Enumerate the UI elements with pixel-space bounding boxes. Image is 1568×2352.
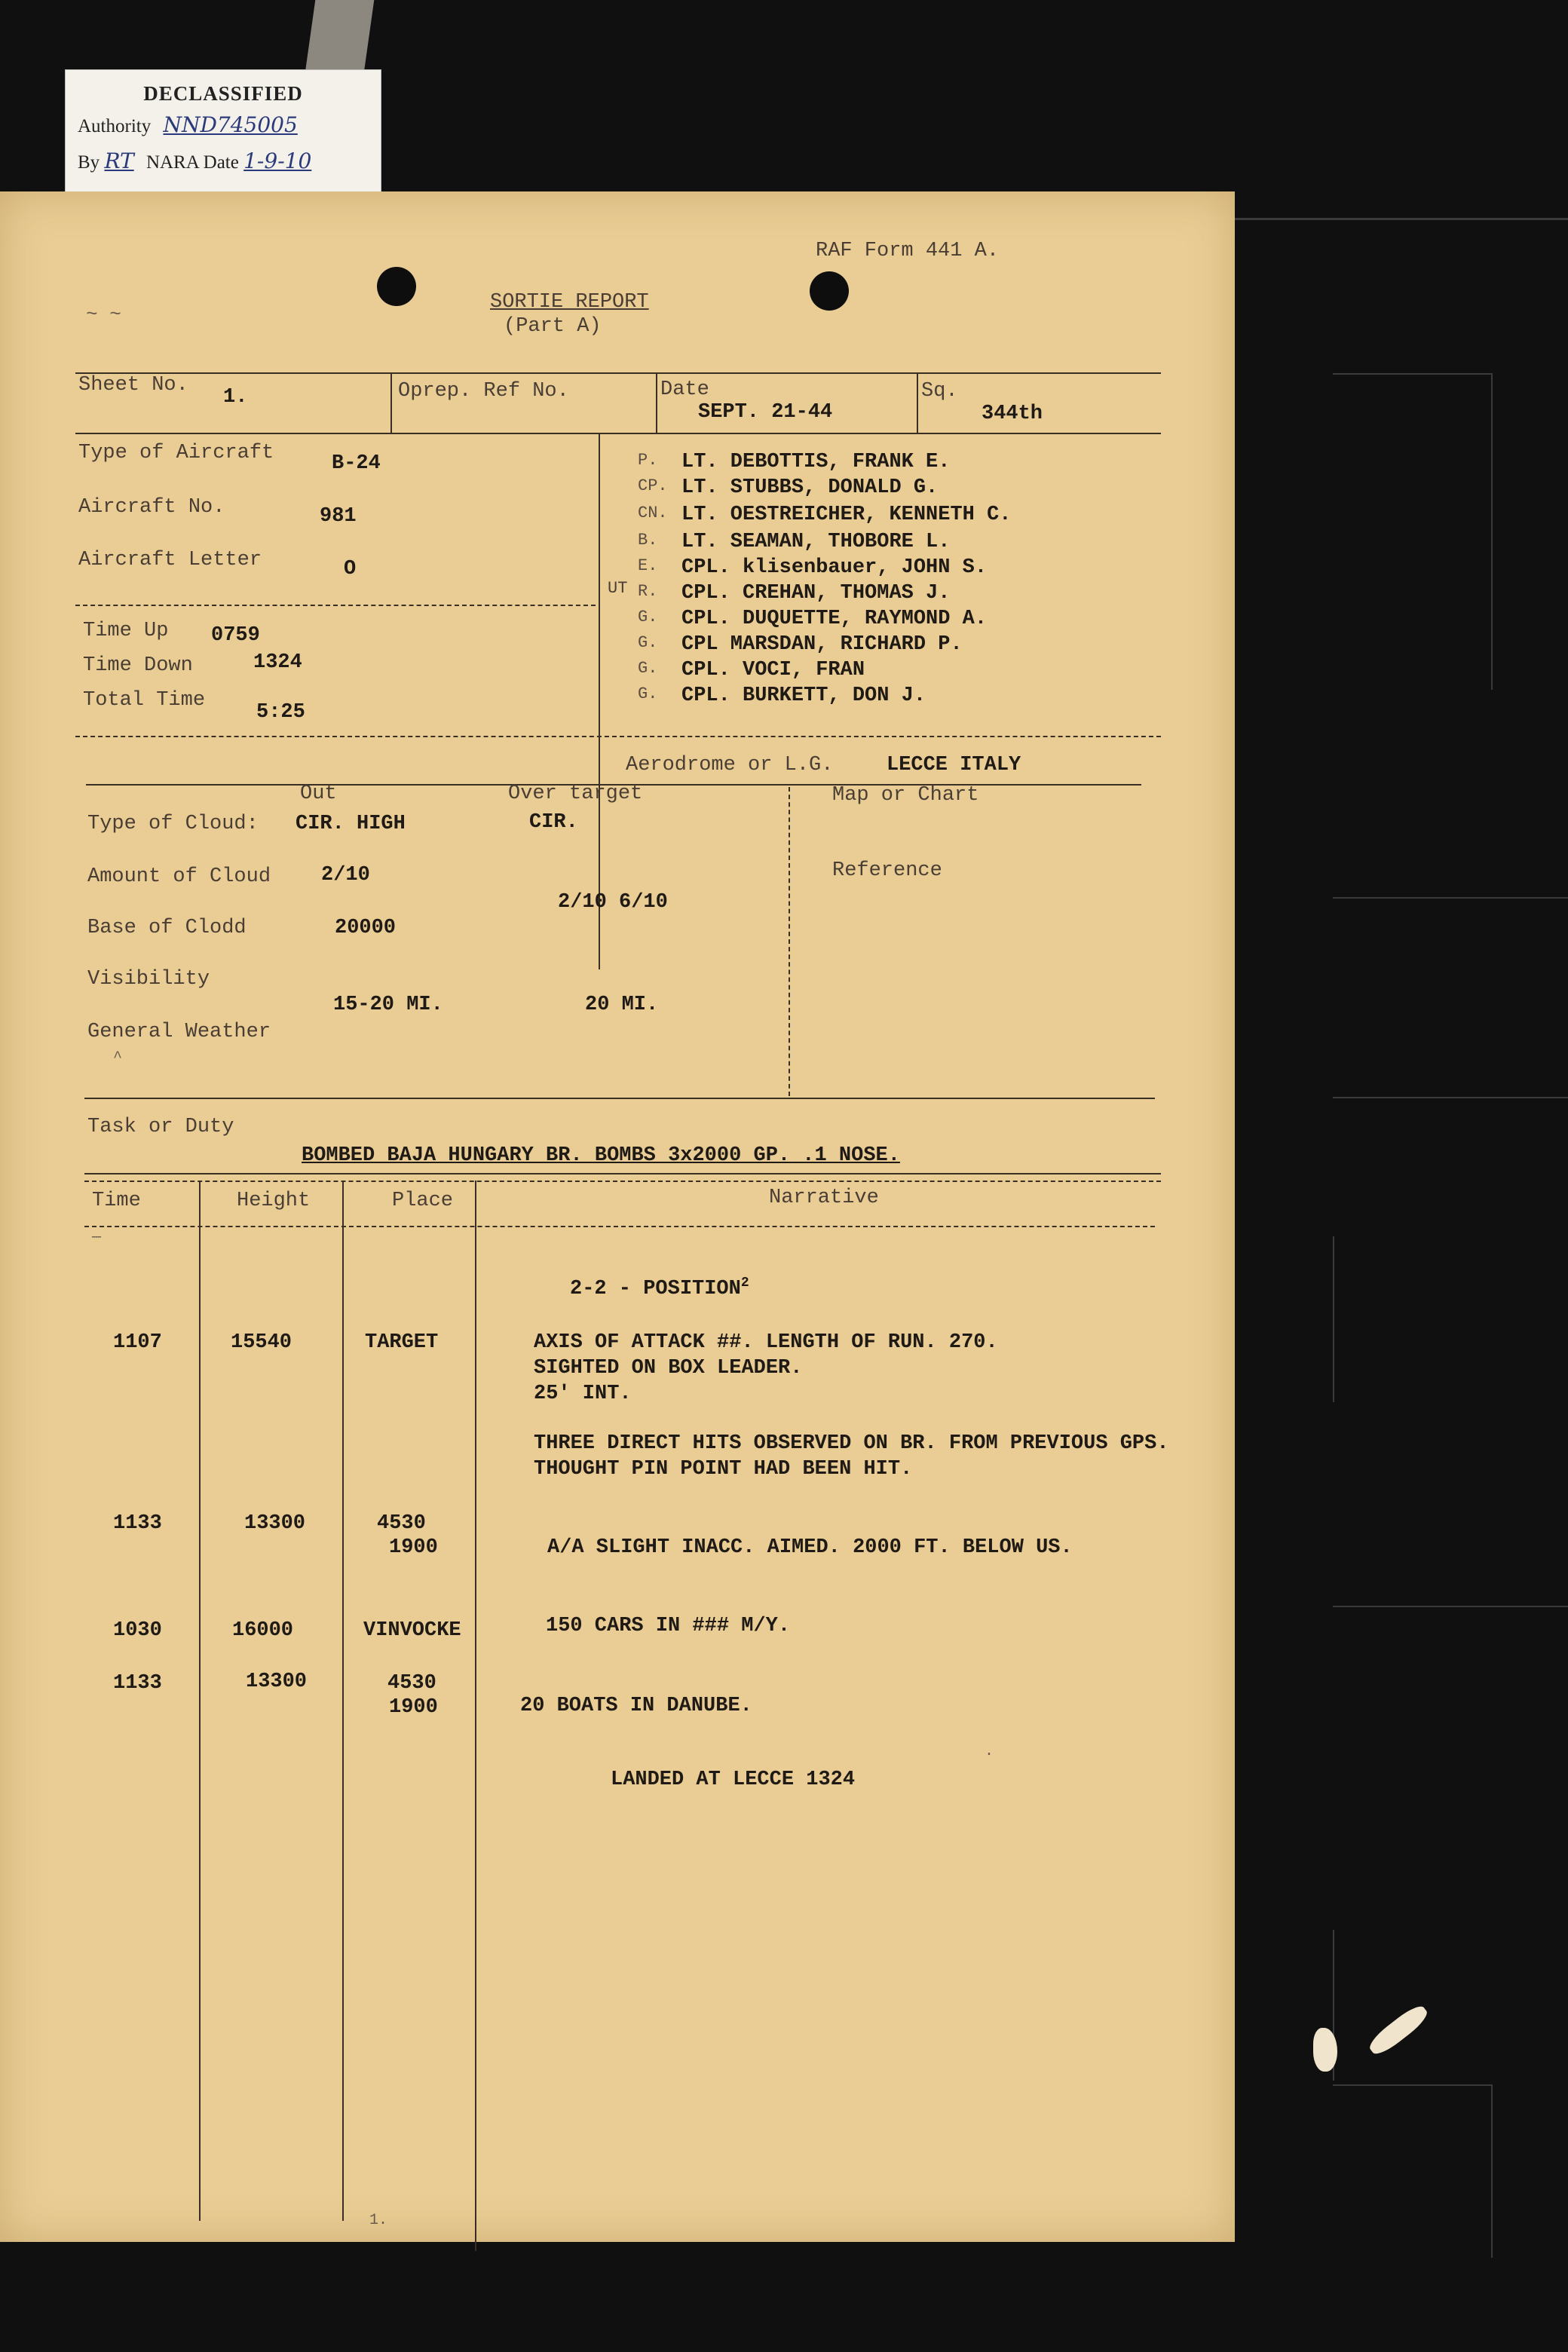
narrative-line: A/A SLIGHT INACC. AIMED. 2000 FT. BELOW US. [547, 1536, 1073, 1559]
rule [84, 1098, 1155, 1099]
margin-scribble: ~ ~ [86, 303, 121, 326]
crew-row [638, 556, 987, 579]
cloud-base-label: Base of Clodd [87, 917, 247, 939]
sheet-value: 1. [223, 386, 248, 409]
date-value: SEPT. 21-44 [698, 401, 833, 424]
aircraft-letter-label: Aircraft Letter [78, 549, 262, 571]
crew-row [638, 633, 963, 656]
cloud-base-out: 20000 [335, 917, 397, 939]
form-id: RAF Form 441 A. [816, 240, 1000, 262]
paper-chip [1366, 2001, 1432, 2059]
background-line [1333, 2084, 1493, 2086]
rule [199, 1181, 201, 2221]
crew-position: G. [638, 608, 658, 626]
rule [75, 605, 596, 606]
visibility-target: 20 MI. [585, 994, 659, 1016]
col-header-place: Place [392, 1190, 454, 1212]
narrative-line: 25' INT. [534, 1383, 632, 1405]
background-line [1235, 218, 1568, 220]
landed-note: LANDED AT LECCE 1324 [611, 1769, 856, 1791]
row-height: 16000 [232, 1619, 294, 1642]
row-time: 1133 [113, 1672, 162, 1695]
sheet-label: Sheet No. [78, 374, 188, 397]
crew-name: LT. SEAMAN, THOBORE L. [681, 531, 951, 553]
time-up-label: Time Up [83, 620, 169, 642]
stamp-by [78, 149, 311, 173]
crew-position: CN. [638, 504, 668, 522]
crew-row [638, 684, 926, 707]
visibility-label: Visibility [87, 968, 210, 991]
crew-position: P. [638, 451, 658, 470]
tick-mark: 1. [369, 2212, 388, 2229]
task-value: BOMBED BAJA HUNGARY BR. BOMBS 3x2000 GP. .1 NOSE. [302, 1144, 900, 1167]
crew-position: R. [638, 582, 658, 601]
background-line [1333, 1097, 1568, 1098]
aerodrome-label: Aerodrome or L.G. [626, 754, 834, 776]
row-place: 4530 [387, 1672, 436, 1695]
general-weather-label: General Weather [87, 1021, 271, 1043]
background-line [1333, 897, 1568, 899]
row-height: 13300 [244, 1512, 306, 1535]
cloud-amount-label: Amount of Cloud [87, 865, 271, 888]
stamp-authority-value: NND745005 [163, 112, 298, 137]
crew-name: LT. OESTREICHER, KENNETH C. [681, 504, 1012, 526]
crew-name: CPL. DUQUETTE, RAYMOND A. [681, 608, 988, 630]
reference-label: Reference [832, 859, 942, 882]
background-line [1491, 373, 1493, 690]
crew-row [638, 659, 865, 681]
position-note-text: 2-2 - POSITION [570, 1278, 741, 1300]
crew-name: CPL. BURKETT, DON J. [681, 684, 926, 707]
narrative-line: THOUGHT PIN POINT HAD BEEN HIT. [534, 1458, 913, 1481]
position-note [570, 1276, 749, 1300]
rule [342, 1181, 344, 2221]
row-height: 13300 [246, 1671, 308, 1693]
rule [917, 374, 918, 434]
crew-position: G. [638, 633, 658, 652]
aerodrome-value: LECCE ITALY [887, 754, 1021, 776]
task-label: Task or Duty [87, 1116, 234, 1138]
narrative-line: AXIS OF ATTACK ##. LENGTH OF RUN. 270. [534, 1331, 998, 1354]
row-time: 1133 [113, 1512, 162, 1535]
stamp-nara-date-label: NARA Date [145, 152, 239, 173]
rule [475, 1181, 476, 2251]
crew-position: B. [638, 531, 658, 550]
crew-name: LT. STUBBS, DONALD G. [681, 476, 939, 499]
report-title: SORTIE REPORT [490, 291, 649, 314]
cloud-amount-target: 2/10 6/10 [558, 891, 668, 914]
map-chart-label: Map or Chart [832, 784, 979, 807]
crew-row [638, 476, 938, 499]
rule [84, 1173, 1161, 1174]
sq-value: 344th [982, 403, 1043, 425]
aircraft-type-value: B-24 [332, 452, 381, 475]
crew-name: CPL. klisenbauer, JOHN S. [681, 556, 988, 579]
rule [789, 787, 790, 1096]
speck: · [985, 1746, 994, 1763]
crew-row [638, 504, 1011, 526]
report-subtitle: (Part A) [504, 315, 602, 338]
rule [75, 433, 1161, 434]
rule [656, 374, 657, 434]
tick-mark: ^ [113, 1049, 123, 1067]
row-height: 15540 [231, 1331, 292, 1354]
row-place: TARGET [365, 1331, 439, 1354]
stamp-authority [78, 112, 298, 137]
weather-over-target-label: Over target [508, 782, 643, 805]
rule [84, 1181, 1161, 1182]
stamp-nara-date-value: 1-9-10 [243, 149, 312, 173]
background-line [1333, 1606, 1568, 1607]
row-place-2: 1900 [389, 1696, 438, 1719]
crew-position: CP. [638, 476, 668, 495]
total-time-value: 5:25 [256, 701, 305, 724]
narrative-line: 150 CARS IN ### M/Y. [546, 1615, 791, 1637]
rule [390, 374, 392, 434]
total-time-label: Total Time [83, 689, 206, 712]
rule [599, 434, 600, 969]
crew-name: LT. DEBOTTIS, FRANK E. [681, 451, 951, 473]
aircraft-letter-value: O [344, 558, 357, 580]
crew-name: CPL. VOCI, FRAN [681, 659, 865, 681]
stamp-by-value: RT [104, 149, 134, 173]
crew-position: G. [638, 684, 658, 703]
narrative-line: 20 BOATS IN DANUBE. [520, 1695, 752, 1717]
aircraft-number-value: 981 [320, 505, 357, 528]
crew-name: CPL MARSDAN, RICHARD P. [681, 633, 963, 656]
crew-row [638, 451, 950, 473]
sq-label: Sq. [921, 380, 958, 403]
stamp-title: DECLASSIFIED [143, 82, 303, 105]
crew-side-label: UT [608, 579, 628, 598]
time-down-value: 1324 [253, 651, 302, 674]
stamp-authority-label: Authority [78, 116, 152, 136]
col-header-height: Height [237, 1190, 311, 1212]
visibility-out: 15-20 MI. [333, 994, 443, 1016]
cloud-type-out: CIR. HIGH [296, 813, 406, 835]
rule [75, 736, 1161, 737]
background-line [1333, 373, 1493, 375]
col-header-time: Time [92, 1190, 141, 1212]
background-line [1491, 2084, 1493, 2258]
crew-name: CPL. CREHAN, THOMAS J. [681, 582, 951, 605]
declassified-stamp [65, 69, 381, 196]
time-down-label: Time Down [83, 654, 193, 677]
aircraft-number-label: Aircraft No. [78, 496, 225, 519]
rule [75, 372, 1161, 374]
date-label: Date [660, 378, 709, 401]
row-place: VINVOCKE [363, 1619, 461, 1642]
cloud-type-label: Type of Cloud: [87, 813, 259, 835]
row-place-2: 1900 [389, 1536, 438, 1559]
row-time: 1107 [113, 1331, 162, 1354]
crew-row [638, 608, 987, 630]
weather-out-label: Out [300, 782, 337, 805]
time-up-value: 0759 [211, 624, 260, 647]
stamp-by-label: By [78, 152, 100, 173]
crew-row [638, 582, 950, 605]
col-header-narrative: Narrative [769, 1187, 879, 1209]
cloud-type-target: CIR. [529, 811, 578, 834]
background-line [1333, 1236, 1334, 1402]
crew-position: E. [638, 556, 658, 575]
row-place: 4530 [377, 1512, 426, 1535]
narrative-line: THREE DIRECT HITS OBSERVED ON BR. FROM PREVIOUS GPS. [534, 1432, 1169, 1455]
aircraft-type-label: Type of Aircraft [78, 442, 274, 464]
cloud-amount-out: 2/10 [321, 864, 370, 887]
sortie-report-sheet [0, 191, 1235, 2242]
row-time: 1030 [113, 1619, 162, 1642]
tick-mark: — [92, 1229, 102, 1246]
oprep-label: Oprep. Ref No. [398, 380, 569, 403]
position-superscript: 2 [740, 1276, 749, 1291]
punch-hole [810, 271, 849, 311]
crew-position: G. [638, 659, 658, 678]
crew-row [638, 531, 950, 553]
rule [84, 1226, 1155, 1227]
punch-hole [377, 267, 416, 306]
narrative-line: SIGHTED ON BOX LEADER. [534, 1357, 803, 1380]
